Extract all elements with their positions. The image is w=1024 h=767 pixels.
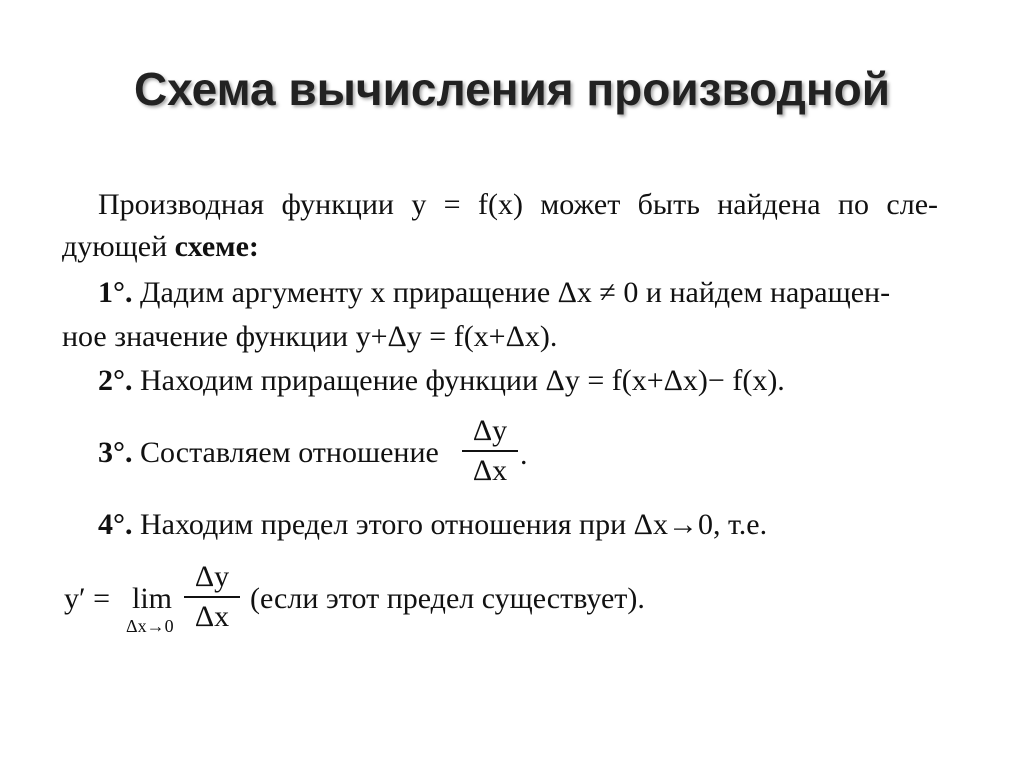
step4-frac-denominator: Δx	[194, 600, 230, 633]
step1-number: 1°.	[98, 276, 133, 309]
step3-number: 3°.	[98, 436, 133, 469]
step4-text-1: Находим предел этого отношения при Δx→0, т.е.	[140, 508, 768, 541]
step1-text-1: Дадим аргументу x приращение Δx ≠ 0 и найдем наращен-	[140, 276, 891, 309]
step4-line-1	[98, 510, 938, 540]
slide-title: Схема вычисления производной	[133, 63, 891, 115]
intro-scheme-word: схеме:	[174, 230, 259, 263]
step1-line-2: ное значение функции y+Δy = f(x+Δx).	[62, 320, 558, 353]
step4-lhs: y′ =	[64, 582, 110, 615]
step3-end: .	[520, 438, 528, 471]
step1-line-1	[98, 278, 938, 308]
intro-line-2-text: дующей	[62, 230, 175, 263]
step3-frac-numerator: Δy	[472, 414, 508, 447]
intro-line-1: Производная функции y = f(x) может быть найдена по сле-	[98, 188, 938, 221]
step3-frac-denominator: Δx	[472, 454, 508, 487]
step4-note: (если этот предел существует).	[250, 582, 645, 615]
limit-operator: lim	[132, 582, 173, 615]
step4-fraction	[184, 562, 240, 632]
step3-line	[98, 438, 439, 468]
step3-text: Составляем отношение	[140, 436, 439, 469]
step3-fraction	[462, 416, 518, 486]
step4-frac-numerator: Δy	[194, 560, 230, 593]
step4-number: 4°.	[98, 508, 133, 541]
intro-line-2	[62, 232, 259, 262]
limit-subscript: Δx→0	[126, 616, 174, 636]
step2-number: 2°.	[98, 364, 133, 397]
step2-text: Находим приращение функции Δy = f(x+Δx)− f(x).	[140, 364, 785, 397]
step2-line	[98, 366, 785, 396]
